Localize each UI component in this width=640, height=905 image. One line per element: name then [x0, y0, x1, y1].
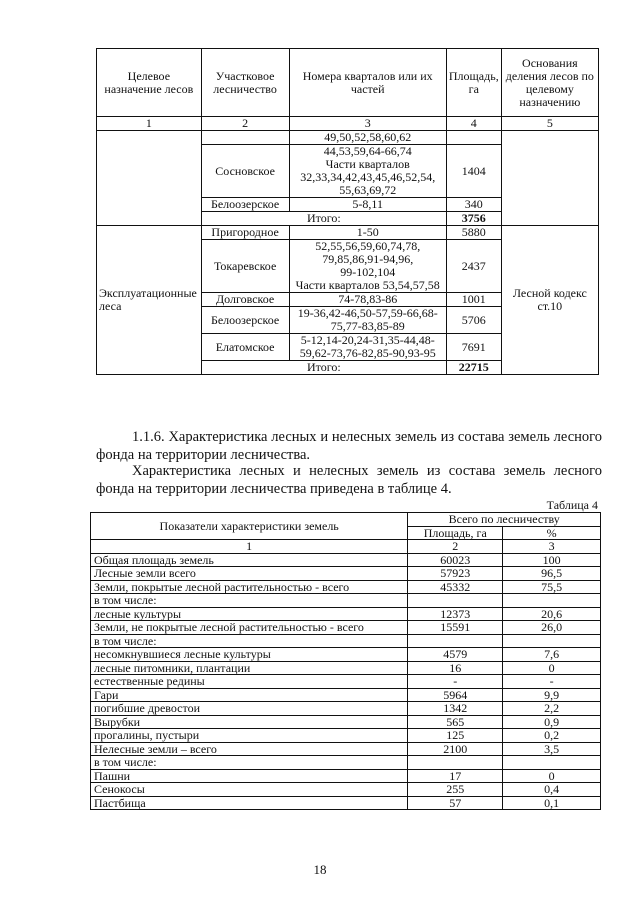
table-row: [91, 594, 601, 608]
header-basis: Основания деления лесов по целевому назначению: [501, 49, 598, 117]
area-cell: 16: [408, 661, 503, 675]
district-beloozerskoe: Белоозерское: [201, 198, 289, 212]
district-prigorodnoe: Пригородное: [201, 226, 289, 240]
district-elatomskoe: Елатомское: [201, 334, 289, 361]
col-number: 1: [91, 540, 408, 554]
table-row: [91, 756, 601, 770]
area-cell: 2100: [408, 742, 503, 756]
col-number: 3: [289, 117, 446, 131]
indicator-cell: в том числе:: [91, 756, 408, 770]
area-cell: 565: [408, 715, 503, 729]
area-empty-cell: [446, 131, 501, 145]
quarters-dolgovskoe: 74-78,83-86: [289, 293, 446, 307]
indicator-cell: прогалины, пустыри: [91, 729, 408, 743]
col-number: 1: [97, 117, 202, 131]
area-cell: [408, 634, 503, 648]
table-row: [91, 769, 601, 783]
indicator-cell: Пастбища: [91, 796, 408, 810]
section-heading-paragraph: 1.1.6. Характеристика лесных и нелесных земель из состава земель лесного фонда на территории лесничества.: [96, 429, 602, 463]
quarters-elatomskoe: 5-12,14-20,24-31,35-44,48- 59,62-73,76-82,85-90,93-95: [289, 334, 446, 361]
table-row: [91, 796, 601, 810]
area-cell: 5964: [408, 688, 503, 702]
purpose-exploitation: Эксплуатационные леса: [97, 226, 202, 375]
col-number: 2: [201, 117, 289, 131]
percent-cell: 0,4: [503, 783, 601, 797]
header-purpose: Целевое назначение лесов: [97, 49, 202, 117]
area-beloozerskoe: 5706: [446, 307, 501, 334]
percent-cell: 9,9: [503, 688, 601, 702]
indicator-cell: Вырубки: [91, 715, 408, 729]
indicator-cell: Гари: [91, 688, 408, 702]
basis-empty-cell: [501, 131, 598, 226]
percent-cell: [503, 594, 601, 608]
percent-cell: 100: [503, 553, 601, 567]
percent-cell: 0: [503, 769, 601, 783]
quarters-beloozerskoe: 19-36,42-46,50-57,59-66,68- 75,77-83,85-89: [289, 307, 446, 334]
district-beloozerskoe: Белоозерское: [201, 307, 289, 334]
table-row: [91, 715, 601, 729]
table-row: [91, 702, 601, 716]
quarters-sosnovskoe: 44,53,59,64-66,74 Части кварталов 32,33,34,42,43,45,46,52,54, 55,63,69,72: [289, 145, 446, 198]
percent-cell: 0,2: [503, 729, 601, 743]
table-row: [91, 675, 601, 689]
table-row: [91, 553, 601, 567]
quarters-prigorodnoe: 1-50: [289, 226, 446, 240]
indicator-cell: в том числе:: [91, 594, 408, 608]
table-body: [91, 553, 601, 810]
percent-cell: 2,2: [503, 702, 601, 716]
header-quarters: Номера кварталов или их частей: [289, 49, 446, 117]
indicator-cell: Пашни: [91, 769, 408, 783]
table-row: [91, 607, 601, 621]
area-sosnovskoe: 1404: [446, 145, 501, 198]
quarters-beloozerskoe: 5-8,11: [289, 198, 446, 212]
percent-cell: [503, 634, 601, 648]
percent-cell: 0: [503, 661, 601, 675]
col-number: 2: [408, 540, 503, 554]
quarters-tokarevskoe: 52,55,56,59,60,74,78, 79,85,86,91-94,96, 99-102,104 Части кварталов 53,54,57,58: [289, 240, 446, 293]
percent-cell: 0,9: [503, 715, 601, 729]
quarters-cell: 49,50,52,58,60,62: [289, 131, 446, 145]
percent-cell: 3,5: [503, 742, 601, 756]
table-row: [91, 567, 601, 581]
total-area: 3756: [446, 212, 501, 226]
area-cell: 125: [408, 729, 503, 743]
indicator-cell: Земли, покрытые лесной растительностью - всего: [91, 580, 408, 594]
area-cell: 15591: [408, 621, 503, 635]
area-cell: 57: [408, 796, 503, 810]
percent-cell: 96,5: [503, 567, 601, 581]
indicator-cell: лесные питомники, плантации: [91, 661, 408, 675]
table-row: [91, 580, 601, 594]
area-beloozerskoe: 340: [446, 198, 501, 212]
area-tokarevskoe: 2437: [446, 240, 501, 293]
indicator-cell: в том числе:: [91, 634, 408, 648]
area-cell: 45332: [408, 580, 503, 594]
district-sosnovskoe: Сосновское: [201, 145, 289, 198]
header-percent: %: [503, 526, 601, 540]
forest-purpose-table: [96, 48, 599, 375]
body-paragraph: Характеристика лесных и нелесных земель из состава земель лесного фонда на территории лесничества приведена в таблице 4.: [96, 463, 602, 497]
area-cell: 60023: [408, 553, 503, 567]
table-row: [91, 661, 601, 675]
table-row: [91, 688, 601, 702]
area-cell: 255: [408, 783, 503, 797]
area-cell: 4579: [408, 648, 503, 662]
area-cell: 1342: [408, 702, 503, 716]
header-total: Всего по лесничеству: [408, 513, 601, 527]
area-cell: 17: [408, 769, 503, 783]
area-cell: [408, 756, 503, 770]
indicator-cell: Земли, не покрытые лесной растительностью - всего: [91, 621, 408, 635]
land-characteristics-table: [90, 512, 601, 810]
header-area: Площадь, га: [408, 526, 503, 540]
total-label: Итого:: [201, 361, 446, 375]
indicator-cell: несомкнувшиеся лесные культуры: [91, 648, 408, 662]
area-prigorodnoe: 5880: [446, 226, 501, 240]
area-cell: 12373: [408, 607, 503, 621]
indicator-cell: лесные культуры: [91, 607, 408, 621]
col-number: 3: [503, 540, 601, 554]
table-row: [91, 621, 601, 635]
indicator-cell: Нелесные земли – всего: [91, 742, 408, 756]
percent-cell: -: [503, 675, 601, 689]
total-label: Итого:: [201, 212, 446, 226]
indicator-cell: Сенокосы: [91, 783, 408, 797]
table-row: [91, 648, 601, 662]
percent-cell: 0,1: [503, 796, 601, 810]
indicator-cell: Общая площадь земель: [91, 553, 408, 567]
table-row: [91, 742, 601, 756]
page-number: 18: [313, 862, 327, 877]
header-area: Площадь, га: [446, 49, 501, 117]
area-elatomskoe: 7691: [446, 334, 501, 361]
area-dolgovskoe: 1001: [446, 293, 501, 307]
table-row: [91, 783, 601, 797]
percent-cell: 26,0: [503, 621, 601, 635]
percent-cell: 7,6: [503, 648, 601, 662]
indicator-cell: погибшие древостои: [91, 702, 408, 716]
percent-cell: 20,6: [503, 607, 601, 621]
table-row: [91, 634, 601, 648]
percent-cell: [503, 756, 601, 770]
district-tokarevskoe: Токаревское: [201, 240, 289, 293]
indicator-cell: естественные редины: [91, 675, 408, 689]
district-empty-cell: [201, 131, 289, 145]
area-cell: -: [408, 675, 503, 689]
district-dolgovskoe: Долговское: [201, 293, 289, 307]
total-area: 22715: [446, 361, 501, 375]
area-cell: 57923: [408, 567, 503, 581]
header-indicator: Показатели характеристики земель: [91, 513, 408, 540]
col-number: 4: [446, 117, 501, 131]
indicator-cell: Лесные земли всего: [91, 567, 408, 581]
table-caption: Таблица 4: [546, 498, 598, 512]
table-row: [91, 729, 601, 743]
col-number: 5: [501, 117, 598, 131]
purpose-empty-cell: [97, 131, 202, 226]
basis-text: Лесной кодекс ст.10: [501, 226, 598, 375]
area-cell: [408, 594, 503, 608]
percent-cell: 75,5: [503, 580, 601, 594]
header-district: Участковое лесничество: [201, 49, 289, 117]
